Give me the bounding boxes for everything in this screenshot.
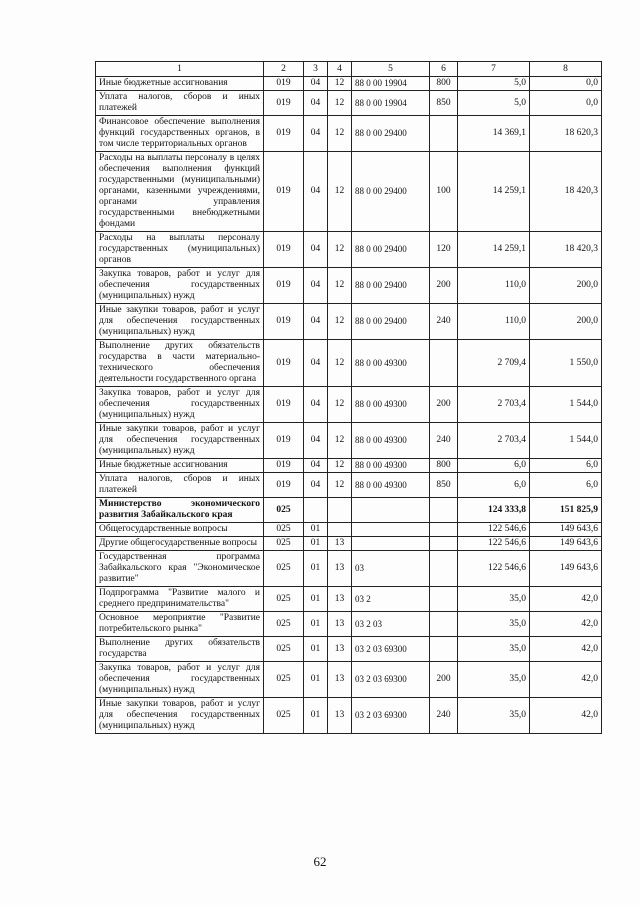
- row-vr-cell: 850: [430, 91, 458, 116]
- row-vr-cell: [430, 637, 458, 662]
- table-row: [96, 340, 602, 387]
- row-amount-2022-cell: 1 550,0: [530, 340, 602, 387]
- row-csr-cell: 03: [352, 551, 430, 587]
- row-vr-cell: [430, 523, 458, 537]
- table-row: [96, 551, 602, 587]
- row-vr-cell: [430, 340, 458, 387]
- row-amount-2021-cell: 122 546,6: [458, 523, 530, 537]
- row-vr-cell: 200: [430, 268, 458, 304]
- row-rz-cell: 04: [304, 423, 328, 459]
- row-csr-cell: 88 0 00 29400: [352, 116, 430, 152]
- row-amount-2022-cell: 42,0: [530, 612, 602, 637]
- row-pr-cell: 12: [328, 473, 352, 498]
- column-header: 1: [96, 62, 264, 77]
- row-vr-cell: 200: [430, 662, 458, 698]
- row-vr-cell: [430, 551, 458, 587]
- row-rz-cell: 01: [304, 698, 328, 734]
- row-vr-cell: 800: [430, 459, 458, 473]
- row-amount-2022-cell: 149 643,6: [530, 551, 602, 587]
- row-rz-cell: 04: [304, 116, 328, 152]
- table-row: [96, 662, 602, 698]
- row-name-cell: Уплата налогов, сборов и иных платежей: [96, 91, 264, 116]
- row-name-cell: Общегосударственные вопросы: [96, 523, 264, 537]
- budget-table: [95, 61, 602, 734]
- table-row: [96, 304, 602, 340]
- row-gr-cell: 019: [264, 459, 304, 473]
- row-vr-cell: [430, 612, 458, 637]
- row-vr-cell: [430, 116, 458, 152]
- row-name-cell: Иные закупки товаров, работ и услуг для обеспечения государственных (муниципальных) нужд: [96, 698, 264, 734]
- row-csr-cell: 88 0 00 29400: [352, 152, 430, 232]
- row-pr-cell: 12: [328, 459, 352, 473]
- row-rz-cell: 01: [304, 637, 328, 662]
- table-row: [96, 537, 602, 551]
- row-pr-cell: 12: [328, 91, 352, 116]
- row-gr-cell: 019: [264, 152, 304, 232]
- row-vr-cell: 850: [430, 473, 458, 498]
- row-pr-cell: 13: [328, 698, 352, 734]
- row-vr-cell: 100: [430, 152, 458, 232]
- row-gr-cell: 025: [264, 551, 304, 587]
- row-pr-cell: 12: [328, 116, 352, 152]
- row-gr-cell: 025: [264, 587, 304, 612]
- row-gr-cell: 025: [264, 537, 304, 551]
- row-amount-2021-cell: 35,0: [458, 587, 530, 612]
- row-csr-cell: [352, 498, 430, 523]
- row-gr-cell: 019: [264, 91, 304, 116]
- row-gr-cell: 019: [264, 423, 304, 459]
- row-vr-cell: 200: [430, 387, 458, 423]
- row-gr-cell: 019: [264, 387, 304, 423]
- table-row: [96, 459, 602, 473]
- row-rz-cell: 01: [304, 537, 328, 551]
- row-pr-cell: 12: [328, 387, 352, 423]
- row-amount-2022-cell: 149 643,6: [530, 537, 602, 551]
- row-csr-cell: 03 2: [352, 587, 430, 612]
- row-amount-2022-cell: 200,0: [530, 304, 602, 340]
- row-name-cell: Иные бюджетные ассигнования: [96, 459, 264, 473]
- column-header: 3: [304, 62, 328, 77]
- row-name-cell: Выполнение других обязательств государства: [96, 637, 264, 662]
- row-amount-2022-cell: 42,0: [530, 637, 602, 662]
- row-pr-cell: 12: [328, 304, 352, 340]
- row-amount-2022-cell: 0,0: [530, 77, 602, 91]
- row-rz-cell: 04: [304, 304, 328, 340]
- row-amount-2021-cell: 122 546,6: [458, 537, 530, 551]
- row-pr-cell: [328, 498, 352, 523]
- row-gr-cell: 025: [264, 498, 304, 523]
- row-rz-cell: [304, 498, 328, 523]
- row-amount-2021-cell: 2 709,4: [458, 340, 530, 387]
- row-rz-cell: 01: [304, 662, 328, 698]
- table-row: [96, 423, 602, 459]
- row-amount-2022-cell: 200,0: [530, 268, 602, 304]
- row-name-cell: Другие общегосударственные вопросы: [96, 537, 264, 551]
- row-pr-cell: 12: [328, 423, 352, 459]
- table-row: [96, 473, 602, 498]
- row-csr-cell: 03 2 03 69300: [352, 662, 430, 698]
- table-row: [96, 116, 602, 152]
- row-csr-cell: 88 0 00 29400: [352, 232, 430, 268]
- table-row: [96, 268, 602, 304]
- row-pr-cell: 12: [328, 152, 352, 232]
- row-rz-cell: 04: [304, 77, 328, 91]
- row-csr-cell: 88 0 00 29400: [352, 268, 430, 304]
- row-amount-2022-cell: 18 620,3: [530, 116, 602, 152]
- row-csr-cell: 88 0 00 19904: [352, 77, 430, 91]
- row-amount-2021-cell: 6,0: [458, 459, 530, 473]
- row-amount-2021-cell: 14 259,1: [458, 152, 530, 232]
- row-csr-cell: 88 0 00 49300: [352, 387, 430, 423]
- row-pr-cell: 13: [328, 637, 352, 662]
- row-gr-cell: 019: [264, 340, 304, 387]
- row-amount-2021-cell: 122 546,6: [458, 551, 530, 587]
- table-row: [96, 387, 602, 423]
- row-amount-2021-cell: 5,0: [458, 91, 530, 116]
- row-amount-2021-cell: 2 703,4: [458, 387, 530, 423]
- row-amount-2021-cell: 14 369,1: [458, 116, 530, 152]
- row-name-cell: Иные закупки товаров, работ и услуг для обеспечения государственных (муниципальных) нужд: [96, 423, 264, 459]
- column-header: 5: [352, 62, 430, 77]
- row-csr-cell: 88 0 00 49300: [352, 423, 430, 459]
- row-pr-cell: 13: [328, 662, 352, 698]
- row-gr-cell: 025: [264, 612, 304, 637]
- row-vr-cell: 800: [430, 77, 458, 91]
- row-csr-cell: 03 2 03: [352, 612, 430, 637]
- table-row: [96, 77, 602, 91]
- table-row: [96, 91, 602, 116]
- row-gr-cell: 019: [264, 77, 304, 91]
- row-amount-2022-cell: 151 825,9: [530, 498, 602, 523]
- column-header: 8: [530, 62, 602, 77]
- column-header: 2: [264, 62, 304, 77]
- row-pr-cell: 13: [328, 587, 352, 612]
- row-pr-cell: 12: [328, 77, 352, 91]
- row-vr-cell: [430, 587, 458, 612]
- row-rz-cell: 04: [304, 268, 328, 304]
- row-gr-cell: 025: [264, 637, 304, 662]
- row-csr-cell: [352, 523, 430, 537]
- row-vr-cell: [430, 498, 458, 523]
- row-rz-cell: 01: [304, 587, 328, 612]
- row-rz-cell: 04: [304, 232, 328, 268]
- row-vr-cell: 240: [430, 304, 458, 340]
- row-name-cell: Уплата налогов, сборов и иных платежей: [96, 473, 264, 498]
- table-row: [96, 498, 602, 523]
- row-csr-cell: 03 2 03 69300: [352, 698, 430, 734]
- row-pr-cell: 12: [328, 268, 352, 304]
- row-name-cell: Финансовое обеспечение выполнения функций государственных органов, в том числе территориальных органов: [96, 116, 264, 152]
- column-header: 6: [430, 62, 458, 77]
- row-pr-cell: 13: [328, 551, 352, 587]
- row-amount-2022-cell: 6,0: [530, 459, 602, 473]
- row-rz-cell: 04: [304, 152, 328, 232]
- row-rz-cell: 04: [304, 91, 328, 116]
- row-pr-cell: 13: [328, 537, 352, 551]
- row-gr-cell: 019: [264, 473, 304, 498]
- row-amount-2021-cell: 124 333,8: [458, 498, 530, 523]
- row-csr-cell: [352, 537, 430, 551]
- row-amount-2022-cell: 42,0: [530, 662, 602, 698]
- table-row: [96, 152, 602, 232]
- row-amount-2021-cell: 35,0: [458, 662, 530, 698]
- row-csr-cell: 88 0 00 49300: [352, 340, 430, 387]
- row-rz-cell: 04: [304, 340, 328, 387]
- row-gr-cell: 019: [264, 268, 304, 304]
- row-gr-cell: 019: [264, 304, 304, 340]
- row-amount-2022-cell: 1 544,0: [530, 423, 602, 459]
- row-amount-2021-cell: 35,0: [458, 637, 530, 662]
- page-number: 62: [313, 854, 327, 869]
- row-vr-cell: 120: [430, 232, 458, 268]
- column-header: 4: [328, 62, 352, 77]
- row-name-cell: Основное мероприятие "Развитие потребительского рынка": [96, 612, 264, 637]
- row-name-cell: Расходы на выплаты персоналу государственных (муниципальных) органов: [96, 232, 264, 268]
- row-csr-cell: 88 0 00 19904: [352, 91, 430, 116]
- row-name-cell: Закупка товаров, работ и услуг для обеспечения государственных (муниципальных) нужд: [96, 387, 264, 423]
- row-amount-2022-cell: 149 643,6: [530, 523, 602, 537]
- table-header-row: [96, 62, 602, 77]
- row-amount-2022-cell: 6,0: [530, 473, 602, 498]
- row-pr-cell: 12: [328, 232, 352, 268]
- row-gr-cell: 025: [264, 523, 304, 537]
- row-amount-2022-cell: 42,0: [530, 698, 602, 734]
- table-row: [96, 587, 602, 612]
- row-name-cell: Государственная программа Забайкальского края "Экономическое развитие": [96, 551, 264, 587]
- row-amount-2021-cell: 2 703,4: [458, 423, 530, 459]
- row-name-cell: Расходы на выплаты персоналу в целях обеспечения выполнения функций государственными (муниципальными) органами, казенными учреждениями, органами управления государственными внебюджетными фондами: [96, 152, 264, 232]
- row-rz-cell: 01: [304, 612, 328, 637]
- row-name-cell: Выполнение других обязательств государства в части материально-технического обеспечения деятельности государственного органа: [96, 340, 264, 387]
- table-row: [96, 612, 602, 637]
- row-amount-2021-cell: 6,0: [458, 473, 530, 498]
- row-vr-cell: [430, 537, 458, 551]
- row-vr-cell: 240: [430, 698, 458, 734]
- table-body: [96, 77, 602, 734]
- row-amount-2022-cell: 42,0: [530, 587, 602, 612]
- row-csr-cell: 88 0 00 49300: [352, 473, 430, 498]
- row-amount-2021-cell: 110,0: [458, 304, 530, 340]
- row-amount-2021-cell: 110,0: [458, 268, 530, 304]
- row-rz-cell: 01: [304, 551, 328, 587]
- row-rz-cell: 04: [304, 459, 328, 473]
- table-row: [96, 637, 602, 662]
- row-gr-cell: 025: [264, 662, 304, 698]
- row-csr-cell: 88 0 00 29400: [352, 304, 430, 340]
- row-amount-2021-cell: 35,0: [458, 698, 530, 734]
- row-rz-cell: 04: [304, 473, 328, 498]
- row-pr-cell: 12: [328, 340, 352, 387]
- row-gr-cell: 019: [264, 116, 304, 152]
- row-gr-cell: 025: [264, 698, 304, 734]
- table-row: [96, 232, 602, 268]
- row-amount-2022-cell: 18 420,3: [530, 232, 602, 268]
- row-amount-2022-cell: 0,0: [530, 91, 602, 116]
- row-gr-cell: 019: [264, 232, 304, 268]
- row-name-cell: Иные бюджетные ассигнования: [96, 77, 264, 91]
- row-amount-2022-cell: 18 420,3: [530, 152, 602, 232]
- row-amount-2022-cell: 1 544,0: [530, 387, 602, 423]
- row-amount-2021-cell: 35,0: [458, 612, 530, 637]
- row-name-cell: Закупка товаров, работ и услуг для обеспечения государственных (муниципальных) нужд: [96, 662, 264, 698]
- row-amount-2021-cell: 14 259,1: [458, 232, 530, 268]
- row-name-cell: Закупка товаров, работ и услуг для обеспечения государственных (муниципальных) нужд: [96, 268, 264, 304]
- row-csr-cell: 03 2 03 69300: [352, 637, 430, 662]
- row-name-cell: Министерство экономического развития Забайкальского края: [96, 498, 264, 523]
- row-pr-cell: 13: [328, 612, 352, 637]
- table-row: [96, 698, 602, 734]
- row-pr-cell: [328, 523, 352, 537]
- row-amount-2021-cell: 5,0: [458, 77, 530, 91]
- row-name-cell: Подпрограмма "Развитие малого и среднего предпринимательства": [96, 587, 264, 612]
- row-rz-cell: 01: [304, 523, 328, 537]
- row-vr-cell: 240: [430, 423, 458, 459]
- row-rz-cell: 04: [304, 387, 328, 423]
- row-csr-cell: 88 0 00 49300: [352, 459, 430, 473]
- row-name-cell: Иные закупки товаров, работ и услуг для обеспечения государственных (муниципальных) нужд: [96, 304, 264, 340]
- column-header: 7: [458, 62, 530, 77]
- table-row: [96, 523, 602, 537]
